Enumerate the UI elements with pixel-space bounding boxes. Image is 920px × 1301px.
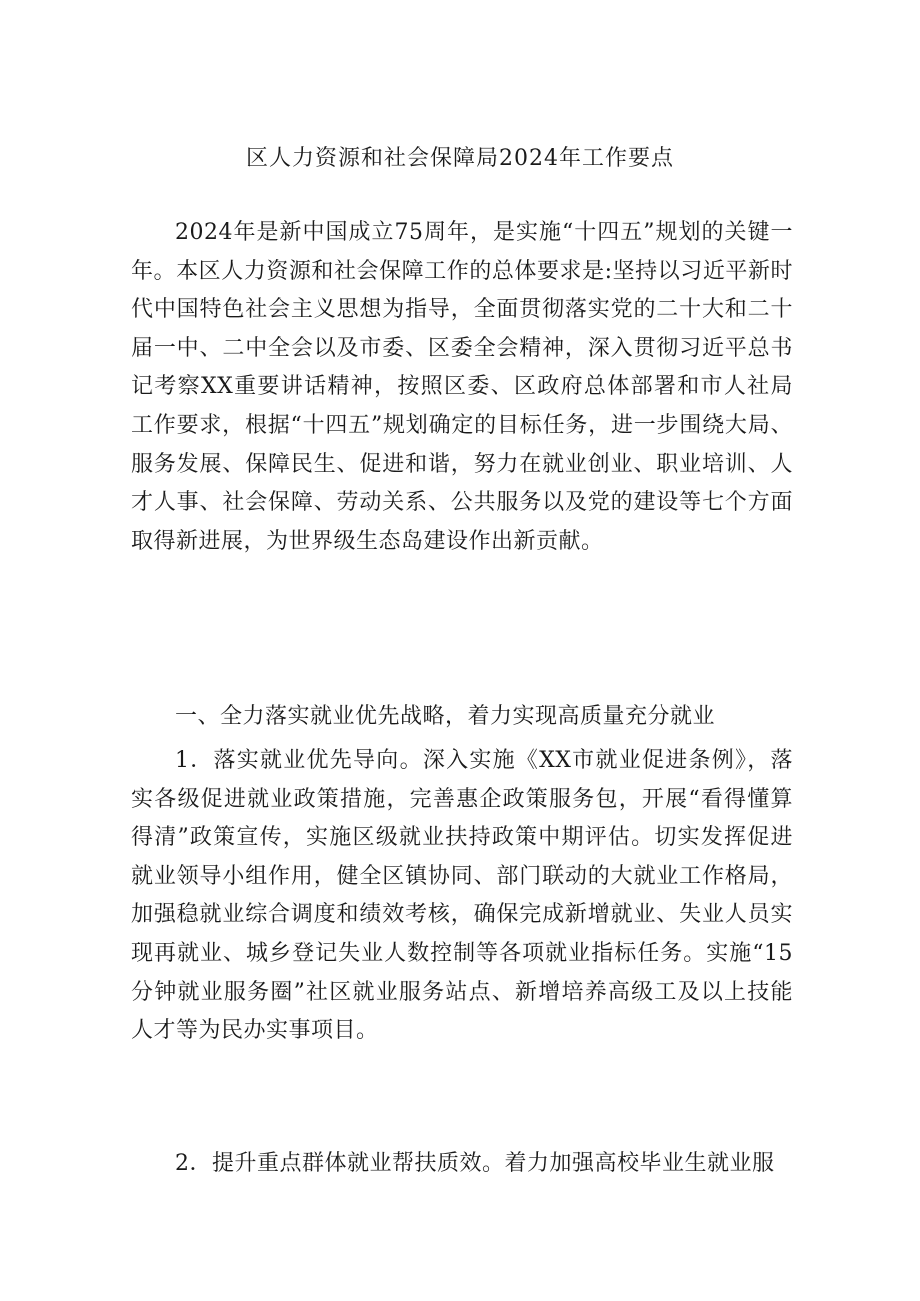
intro-paragraph: 2024年是新中国成立75周年，是实施“十四五”规划的关键一年。本区人力资源和社会保障工作的总体要求是:坚持以习近平新时代中国特色社会主义思想为指导，全面贯彻落实党的二十大和二十届一中、二中全会以及市委、区委全会精神，深入贯彻习近平总书记考察XX重要讲话精神，按照区委、区政府总体部署和市人社局工作要求，根据“十四五”规划确定的目标任务，进一步围绕大局、服务发展、保障民生、促进和谐，努力在就业创业、职业培训、人才人事、社会保障、劳动关系、公共服务以及党的建设等七个方面取得新进展，为世界级生态岛建设作出新贡献。 [131, 220, 793, 554]
section-heading-1: 一、全力落实就业优先战略，着力实现高质量充分就业 [175, 704, 716, 729]
item-paragraph-1: 1．落实就业优先导向。深入实施《XX市就业促进条例》，落实各级促进就业政策措施，完善惠企政策服务包，开展“看得懂算得清”政策宣传，实施区级就业扶持政策中期评估。切实发挥促进就业领导小组作用，健全区镇协同、部门联动的大就业工作格局，加强稳就业综合调度和绩效考核，确保完成新增就业、失业人员实现再就业、城乡登记失业人数控制等各项就业指标任务。实施“15分钟就业服务圈”社区就业服务站点、新增培养高级工及以上技能人才等为民办实事项目。 [131, 748, 793, 1044]
item-paragraph-2: 2．提升重点群体就业帮扶质效。着力加强高校毕业生就业服 [175, 1151, 775, 1176]
document-title: 区人力资源和社会保障局2024年工作要点 [246, 146, 674, 171]
